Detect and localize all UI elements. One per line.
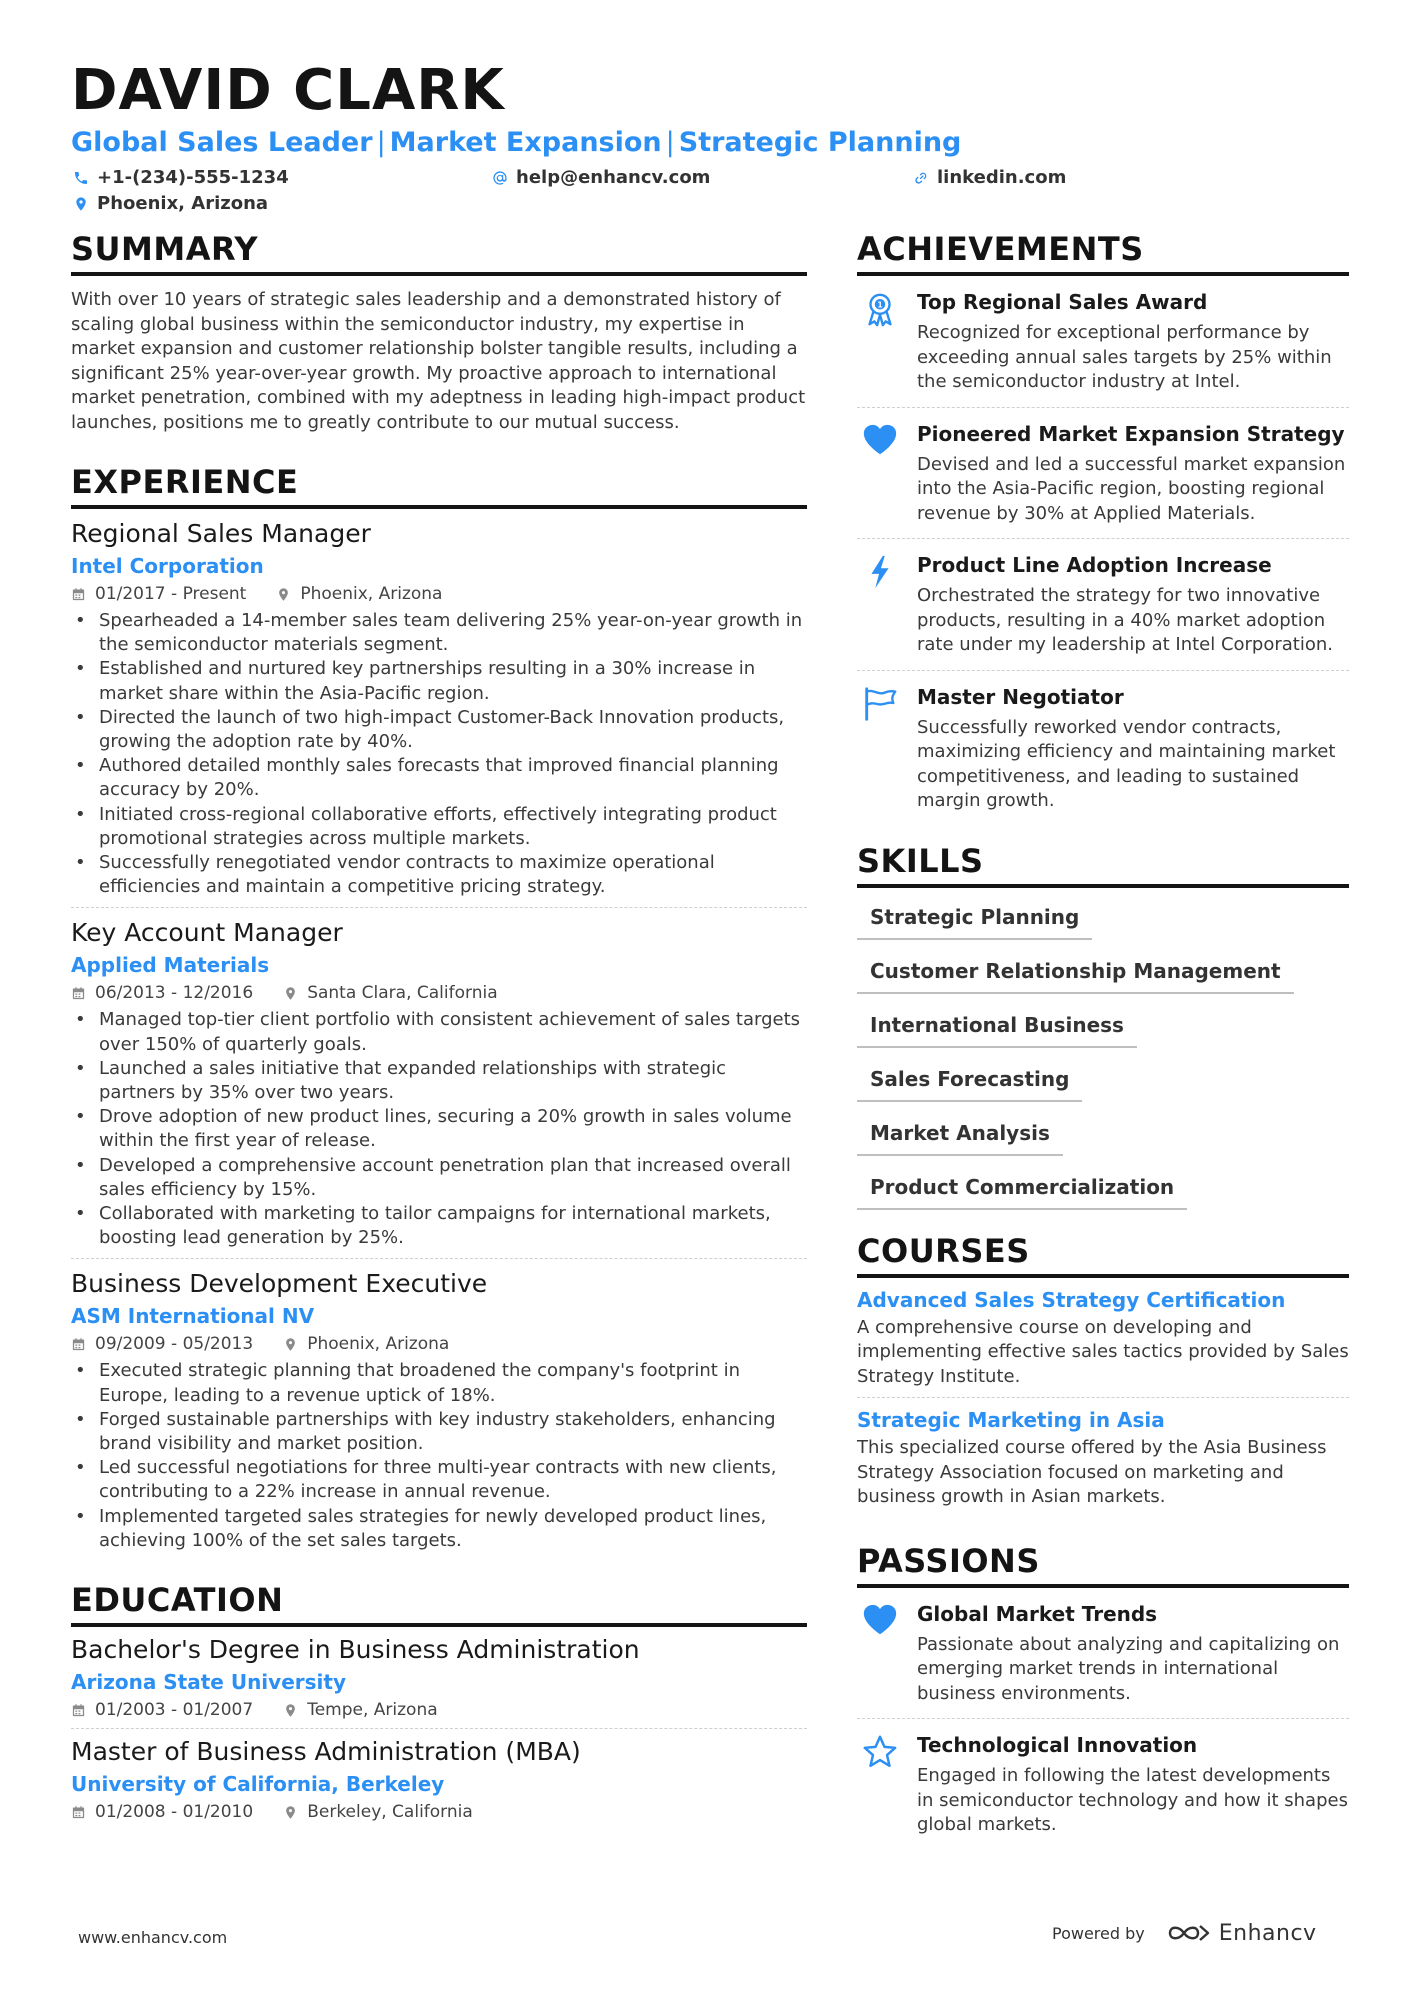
job-bullets bbox=[71, 609, 807, 899]
achievements-section bbox=[857, 228, 1349, 826]
calendar-icon bbox=[71, 587, 86, 602]
footer-website[interactable]: www.enhancv.com bbox=[78, 1928, 228, 1947]
job-location bbox=[276, 582, 442, 606]
heart-icon bbox=[857, 420, 903, 527]
headline-separator: | bbox=[376, 127, 386, 158]
job-bullets bbox=[71, 1359, 807, 1553]
footer-branding bbox=[1052, 1920, 1317, 1946]
calendar-icon bbox=[71, 1805, 86, 1820]
course-desc: A comprehensive course on developing and implementing effective sales tactics provided by Sales Strategy Institute. bbox=[857, 1316, 1349, 1387]
lightning-bolt-icon bbox=[857, 551, 903, 658]
phone-icon bbox=[73, 170, 89, 186]
achievement-item bbox=[857, 276, 1349, 408]
bullet-item: • Led successful negotiations for three multi-year contracts with new clients, contributing to a 22% increase in annual revenue. bbox=[71, 1456, 807, 1504]
company-name: Intel Corporation bbox=[71, 554, 264, 578]
job-location bbox=[283, 1332, 449, 1356]
left-column bbox=[71, 228, 807, 1830]
achievement-item bbox=[857, 671, 1349, 826]
location-pin-icon bbox=[283, 1703, 298, 1718]
location-pin-icon bbox=[283, 986, 298, 1001]
achievement-desc: Orchestrated the strategy for two innovative products, resulting in a 40% market adoption rate under my leadership at Intel Corporation. bbox=[917, 585, 1334, 655]
passions-heading: PASSIONS bbox=[857, 1540, 1349, 1588]
company-name: Applied Materials bbox=[71, 953, 270, 978]
linkedin-contact[interactable] bbox=[913, 166, 1066, 190]
achievement-title: Product Line Adoption Increase bbox=[917, 553, 1272, 577]
school-name: Arizona State University bbox=[71, 1670, 346, 1695]
bullet-item: • Established and nurtured key partnerships resulting in a 30% increase in market share within the Asia-Pacific region. bbox=[71, 657, 807, 705]
location-pin-icon bbox=[73, 196, 89, 212]
course-item bbox=[857, 1398, 1349, 1518]
achievement-item bbox=[857, 539, 1349, 671]
school-name: University of California, Berkeley bbox=[71, 1772, 445, 1797]
calendar-icon bbox=[71, 1337, 86, 1352]
job-meta bbox=[71, 981, 807, 1005]
bullet-item: • Initiated cross-regional collaborative efforts, effectively integrating product promotional strategies across multiple markets. bbox=[71, 803, 807, 851]
passion-item bbox=[857, 1719, 1349, 1850]
bullet-item: • Directed the launch of two high-impact Customer-Back Innovation products, growing the adoption rate by 40%. bbox=[71, 706, 807, 754]
passion-item bbox=[857, 1588, 1349, 1720]
achievement-desc: Successfully reworked vendor contracts, maximizing efficiency and maintaining market competitiveness, and leading to sustained margin growth. bbox=[917, 716, 1336, 811]
star-icon bbox=[857, 1731, 903, 1838]
passion-title: Global Market Trends bbox=[917, 1601, 1158, 1626]
dates-text: 06/2013 - 12/2016 bbox=[95, 983, 254, 1004]
summary-section bbox=[71, 228, 807, 435]
experience-entry bbox=[71, 1259, 807, 1561]
skills-list bbox=[857, 898, 1349, 1222]
skill-tag: Market Analysis bbox=[857, 1114, 1063, 1156]
location-text: Berkeley, California bbox=[307, 1802, 473, 1823]
skill-tag: International Business bbox=[857, 1006, 1137, 1048]
courses-section bbox=[857, 1230, 1349, 1518]
experience-section bbox=[71, 461, 807, 1561]
job-meta bbox=[71, 1332, 807, 1356]
linkedin-url: linkedin.com bbox=[937, 167, 1067, 188]
headline-part: Market Expansion bbox=[389, 127, 662, 158]
summary-text: With over 10 years of strategic sales leadership and a demonstrated history of scaling global business within the semiconductor industry, my expertise in market expansion and customer relationship bolster tangible results, including a significant 25% year-over-year growth. My proactive approach to international market penetration, combined with my adeptness in leading high-impact product launches, positions me to greatly contribute to our mutual success. bbox=[71, 289, 806, 433]
location-pin-icon bbox=[283, 1805, 298, 1820]
bullet-item: • Managed top-tier client portfolio with consistent achievement of sales targets over 150% of quarterly goals. bbox=[71, 1008, 807, 1056]
candidate-name: DAVID CLARK bbox=[71, 58, 505, 123]
at-sign-icon bbox=[492, 170, 508, 186]
bullet-item: • Collaborated with marketing to tailor campaigns for international markets, boosting lead generation by 25%. bbox=[71, 1202, 807, 1250]
education-section bbox=[71, 1579, 807, 1830]
dates-text: 01/2017 - Present bbox=[95, 584, 247, 604]
education-location bbox=[283, 1800, 473, 1824]
dates-text: 09/2009 - 05/2013 bbox=[95, 1334, 254, 1355]
passion-desc: Engaged in following the latest developments in semiconductor technology and how it shapes global markets. bbox=[917, 1765, 1348, 1835]
bullet-item: • Spearheaded a 14-member sales team delivering 25% year-on-year growth in the semiconductor materials segment. bbox=[71, 609, 807, 657]
location-contact bbox=[73, 192, 268, 216]
job-title: Regional Sales Manager bbox=[71, 519, 371, 548]
course-title: Strategic Marketing in Asia bbox=[857, 1408, 1165, 1432]
experience-entry bbox=[71, 908, 807, 1259]
achievement-title: Pioneered Market Expansion Strategy bbox=[917, 421, 1345, 446]
bullet-item: • Developed a comprehensive account penetration plan that increased overall sales efficiency by 15%. bbox=[71, 1154, 807, 1202]
headline bbox=[71, 126, 1351, 160]
experience-entry bbox=[71, 509, 807, 908]
job-title: Key Account Manager bbox=[71, 918, 343, 948]
link-icon bbox=[913, 170, 929, 186]
job-title: Business Development Executive bbox=[71, 1269, 488, 1299]
heart-icon bbox=[857, 1600, 903, 1707]
headline-separator: | bbox=[665, 127, 675, 158]
job-bullets bbox=[71, 1008, 807, 1250]
education-meta bbox=[71, 1800, 807, 1824]
right-column bbox=[857, 228, 1349, 1850]
brand-logo[interactable] bbox=[1167, 1920, 1317, 1946]
job-dates bbox=[71, 981, 253, 1005]
skill-tag: Customer Relationship Management bbox=[857, 952, 1294, 994]
skills-heading: SKILLS bbox=[857, 840, 1349, 888]
job-dates bbox=[71, 1332, 253, 1356]
dates-text: 01/2008 - 01/2010 bbox=[95, 1802, 254, 1823]
brand-name: Enhancv bbox=[1218, 1920, 1317, 1946]
degree-title: Master of Business Administration (MBA) bbox=[71, 1737, 581, 1767]
passion-desc: Passionate about analyzing and capitalizing on emerging market trends in international business environments. bbox=[917, 1633, 1340, 1704]
calendar-icon bbox=[71, 1703, 86, 1718]
enhancv-logo-icon bbox=[1167, 1920, 1211, 1946]
bullet-item: • Forged sustainable partnerships with key industry stakeholders, enhancing brand visibility and market position. bbox=[71, 1408, 807, 1456]
location-text: Phoenix, Arizona bbox=[300, 584, 443, 604]
course-title: Advanced Sales Strategy Certification bbox=[857, 1287, 1286, 1312]
skill-tag: Sales Forecasting bbox=[857, 1060, 1082, 1102]
headline-part: Strategic Planning bbox=[678, 127, 962, 158]
passion-title: Technological Innovation bbox=[917, 1733, 1198, 1757]
dates-text: 01/2003 - 01/2007 bbox=[95, 1700, 254, 1721]
experience-heading: EXPERIENCE bbox=[71, 461, 807, 509]
powered-by-label: Powered by bbox=[1052, 1923, 1145, 1943]
bullet-item: • Authored detailed monthly sales forecasts that improved financial planning accuracy by 20%. bbox=[71, 754, 807, 802]
job-location bbox=[283, 981, 497, 1005]
company-name: ASM International NV bbox=[71, 1304, 315, 1329]
location-text: Santa Clara, California bbox=[307, 983, 498, 1004]
education-entry bbox=[71, 1627, 807, 1729]
achievement-desc: Devised and led a successful market expansion into the Asia-Pacific region, boosting regional revenue by 30% at Applied Materials. bbox=[917, 453, 1346, 524]
award-ribbon-icon bbox=[857, 288, 903, 395]
job-meta bbox=[71, 582, 807, 606]
skills-section bbox=[857, 840, 1349, 1222]
achievements-heading: ACHIEVEMENTS bbox=[857, 228, 1349, 276]
education-dates bbox=[71, 1698, 253, 1722]
bullet-item: • Launched a sales initiative that expanded relationships with strategic partners by 35% over two years. bbox=[71, 1057, 807, 1105]
bullet-item: • Implemented targeted sales strategies for newly developed product lines, achieving 100% of the set sales targets. bbox=[71, 1505, 807, 1553]
passions-section bbox=[857, 1540, 1349, 1850]
education-dates bbox=[71, 1800, 253, 1824]
skill-tag: Strategic Planning bbox=[857, 898, 1092, 940]
summary-heading: SUMMARY bbox=[71, 228, 807, 276]
location-text: Tempe, Arizona bbox=[307, 1700, 438, 1721]
phone-contact[interactable] bbox=[73, 166, 289, 190]
courses-heading: COURSES bbox=[857, 1230, 1349, 1278]
course-item bbox=[857, 1278, 1349, 1399]
svg-text:1: 1 bbox=[877, 300, 883, 310]
education-meta bbox=[71, 1698, 807, 1722]
education-location bbox=[283, 1698, 437, 1722]
location-pin-icon bbox=[283, 1337, 298, 1352]
bullet-item: • Successfully renegotiated vendor contracts to maximize operational efficiencies and maintain a competitive pricing strategy. bbox=[71, 851, 807, 899]
course-desc: This specialized course offered by the Asia Business Strategy Association focused on marketing and business growth in Asian markets. bbox=[857, 1437, 1327, 1507]
email-address: help@enhancv.com bbox=[516, 167, 711, 188]
resume-header bbox=[71, 58, 1351, 220]
achievement-title: Top Regional Sales Award bbox=[917, 290, 1208, 314]
achievement-item bbox=[857, 408, 1349, 540]
bullet-item: • Drove adoption of new product lines, securing a 20% growth in sales volume within the first year of release. bbox=[71, 1105, 807, 1153]
flag-icon bbox=[857, 683, 903, 814]
achievement-desc: Recognized for exceptional performance by exceeding annual sales targets by 25% within the semiconductor industry at Intel. bbox=[917, 322, 1332, 392]
phone-number: +1-(234)-555-1234 bbox=[97, 167, 289, 188]
degree-title: Bachelor's Degree in Business Administration bbox=[71, 1635, 640, 1665]
skill-tag: Product Commercialization bbox=[857, 1168, 1187, 1210]
job-dates bbox=[71, 582, 246, 606]
education-entry bbox=[71, 1729, 807, 1830]
contact-info bbox=[71, 164, 1351, 220]
location-text: Phoenix, Arizona bbox=[97, 193, 269, 214]
education-heading: EDUCATION bbox=[71, 1579, 807, 1627]
email-contact[interactable] bbox=[492, 166, 710, 190]
calendar-icon bbox=[71, 986, 86, 1001]
headline-part: Global Sales Leader bbox=[71, 127, 373, 158]
location-text: Phoenix, Arizona bbox=[307, 1334, 450, 1355]
bullet-item: • Executed strategic planning that broadened the company's footprint in Europe, leading to a revenue uptick of 18%. bbox=[71, 1359, 807, 1407]
achievement-title: Master Negotiator bbox=[917, 684, 1124, 709]
location-pin-icon bbox=[276, 587, 291, 602]
